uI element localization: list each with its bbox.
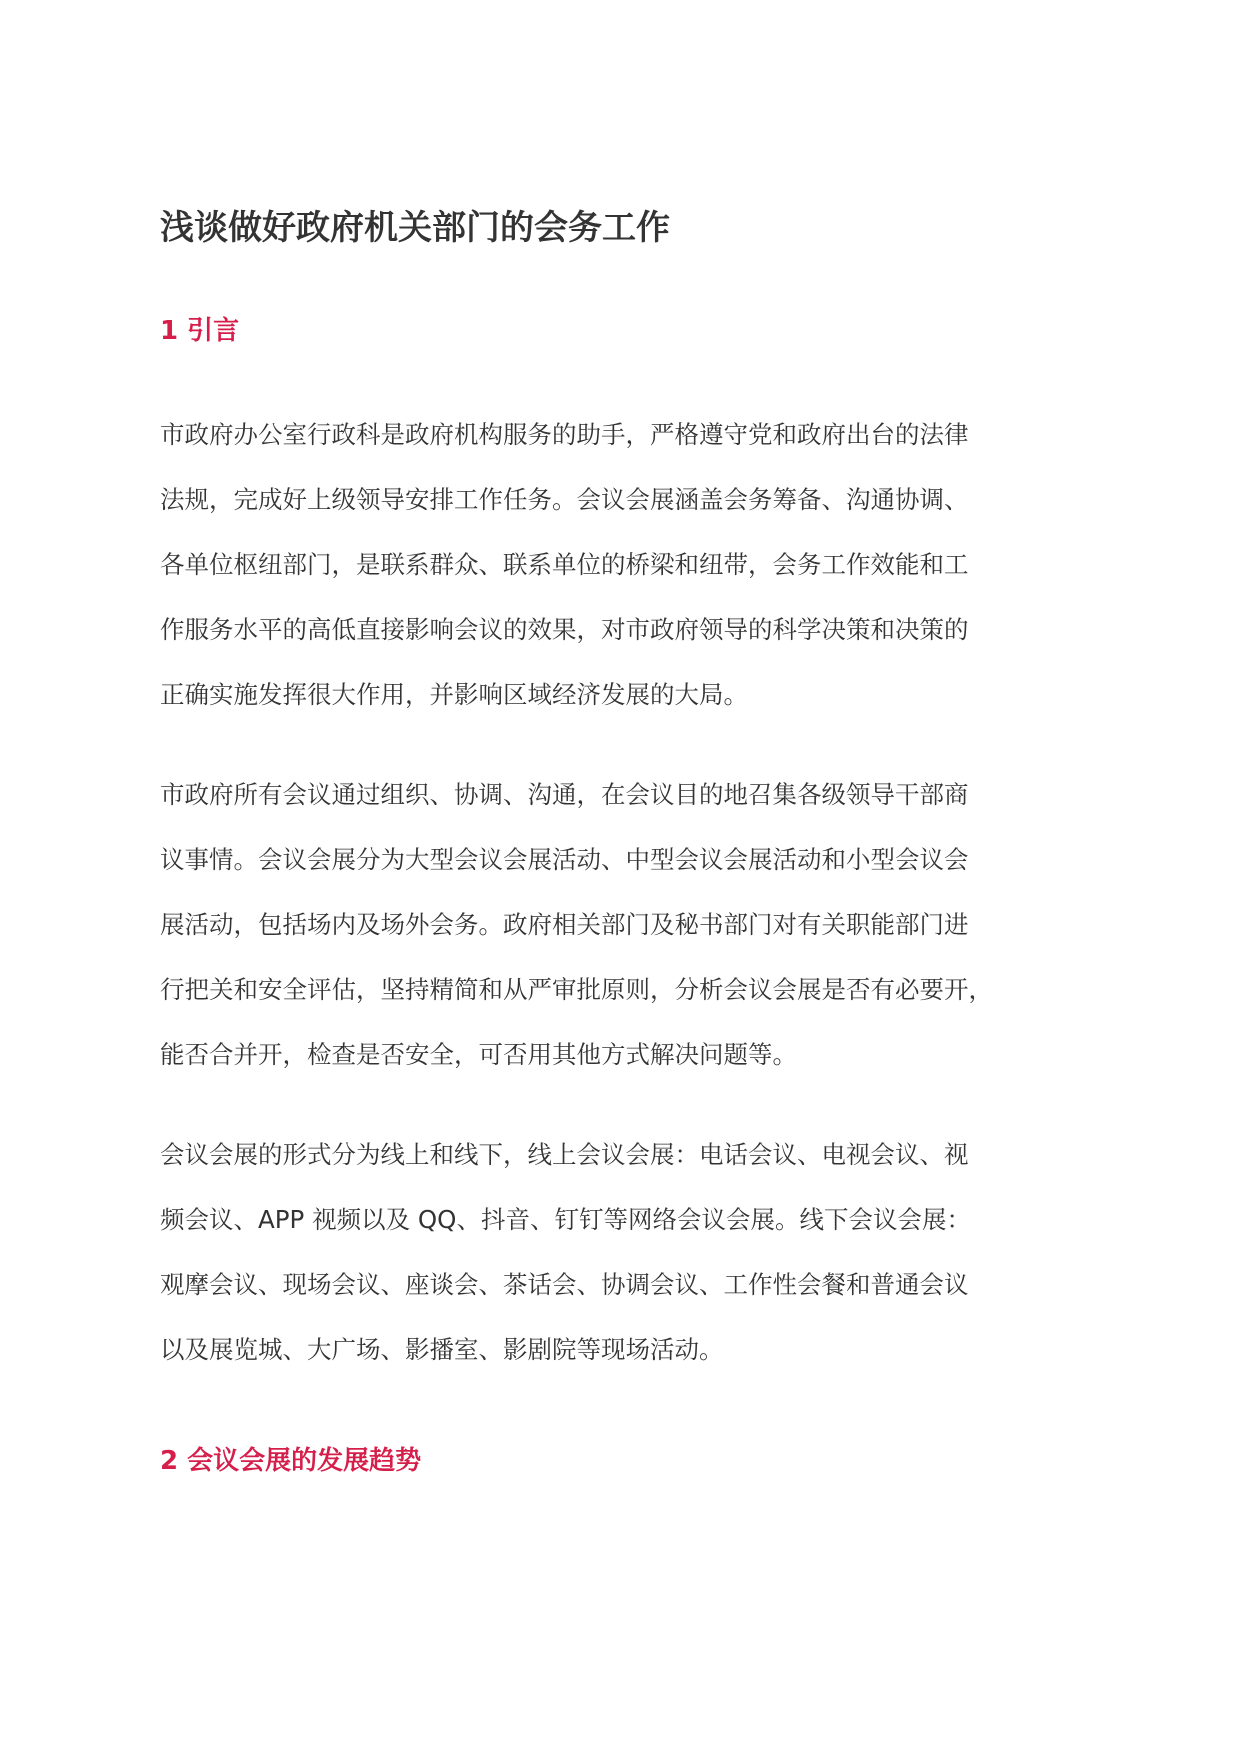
paragraph-line: 频会议、APP 视频以及 QQ、抖音、钉钉等网络会议会展。线下会议会展： xyxy=(160,1205,971,1234)
paragraph-line: 各单位枢纽部门，是联系群众、联系单位的桥梁和纽带，会务工作效能和工 xyxy=(160,550,969,579)
paragraph-line: 行把关和安全评估，坚持精简和从严审批原则，分析会议会展是否有必要开， xyxy=(160,975,993,1004)
section-heading-introduction: 1 引言 xyxy=(160,316,240,346)
paragraph-line: 展活动，包括场内及场外会务。政府相关部门及秘书部门对有关职能部门进 xyxy=(160,910,969,939)
paragraph xyxy=(160,762,1120,1087)
paragraph-line: 能否合并开，检查是否安全，可否用其他方式解决问题等。 xyxy=(160,1040,797,1069)
paragraph xyxy=(160,1122,1120,1382)
paragraph-line: 议事情。会议会展分为大型会议会展活动、中型会议会展活动和小型会议会 xyxy=(160,845,969,874)
paragraph-line: 法规，完成好上级领导安排工作任务。会议会展涵盖会务筹备、沟通协调、 xyxy=(160,485,969,514)
paragraph xyxy=(160,402,1120,727)
paragraph-line: 观摩会议、现场会议、座谈会、茶话会、协调会议、工作性会餐和普通会议 xyxy=(160,1270,969,1299)
paragraph-line: 会议会展的形式分为线上和线下，线上会议会展：电话会议、电视会议、视 xyxy=(160,1140,969,1169)
document-title: 浅谈做好政府机关部门的会务工作 xyxy=(160,208,670,248)
section-heading-trends: 2 会议会展的发展趋势 xyxy=(160,1446,422,1476)
paragraph-line: 正确实施发挥很大作用，并影响区域经济发展的大局。 xyxy=(160,680,748,709)
paragraph-line: 市政府所有会议通过组织、协调、沟通，在会议目的地召集各级领导干部商 xyxy=(160,780,969,809)
paragraph-line: 市政府办公室行政科是政府机构服务的助手，严格遵守党和政府出台的法律 xyxy=(160,420,969,449)
paragraph-line: 作服务水平的高低直接影响会议的效果，对市政府领导的科学决策和决策的 xyxy=(160,615,969,644)
paragraph-line: 以及展览城、大广场、影播室、影剧院等现场活动。 xyxy=(160,1335,724,1364)
